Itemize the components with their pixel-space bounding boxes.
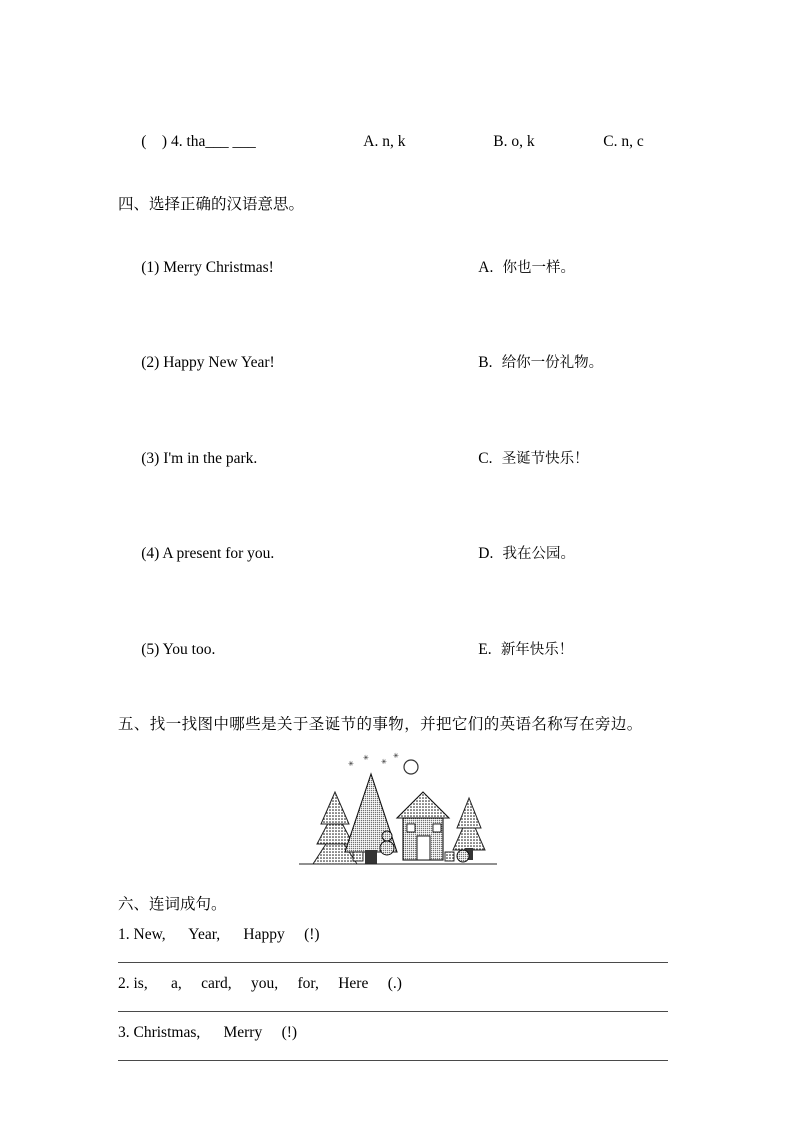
question-3-item-4 [118, 95, 678, 188]
section-4-item-1-english: (1) Merry Christmas! [141, 258, 274, 276]
section-4-item-4-english: (4) A present for you. [141, 545, 275, 562]
section-4-item-4-chinese: D. 我在公园。 [478, 545, 576, 562]
question-3-item-4-option-c: C. n, c [603, 133, 644, 150]
question-3-item-4-option-a: A. n, k [363, 133, 406, 150]
section-4-item-3-english: (3) I'm in the park. [141, 449, 258, 467]
svg-text:✳: ✳ [381, 758, 387, 766]
section-4-item-3-chinese: C. 圣诞节快乐！ [478, 449, 589, 467]
question-3-item-4-option-b: B. o, k [493, 133, 535, 150]
section-4-item-2 [118, 316, 678, 412]
section-4-item-1-chinese: A. 你也一样。 [478, 258, 576, 276]
section-6-item-1: 1. New, Year, Happy (!) [118, 925, 320, 943]
svg-text:✳: ✳ [363, 754, 369, 762]
section-4-item-2-chinese: B. 给你一份礼物。 [478, 354, 604, 371]
christmas-scene-icon [293, 752, 503, 867]
section-4-item-2-english: (2) Happy New Year! [141, 354, 275, 371]
section-4-item-5-english: (5) You too. [141, 640, 216, 658]
worksheet-content [118, 95, 678, 1061]
section-6-heading: 六、连词成句。 [118, 894, 227, 913]
section-6-item-2: 2. is, a, card, you, for, Here (.) [118, 974, 402, 992]
section-6-answer-line-2[interactable] [118, 1011, 668, 1012]
svg-text:✳: ✳ [393, 752, 399, 760]
section-6-answer-line-1[interactable] [118, 962, 668, 963]
section-4-item-5 [118, 602, 678, 698]
section-4-item-3 [118, 411, 678, 507]
section-5-illustration [118, 750, 678, 870]
question-3-item-4-stem: ( ) 4. tha___ ___ [141, 133, 256, 150]
section-4-item-1 [118, 220, 678, 316]
section-5-heading: 五、找一找图中哪些是关于圣诞节的事物，并把它们的英语名称写在旁边。 [118, 714, 643, 733]
section-6-item-3: 3. Christmas, Merry (!) [118, 1023, 298, 1041]
section-4-item-5-chinese: E. 新年快乐！ [478, 640, 574, 658]
section-6-answer-line-3[interactable] [118, 1060, 668, 1061]
svg-text:✳: ✳ [348, 760, 354, 768]
section-4-heading: 四、选择正确的汉语意思。 [118, 195, 305, 213]
section-4-item-4 [118, 507, 678, 603]
